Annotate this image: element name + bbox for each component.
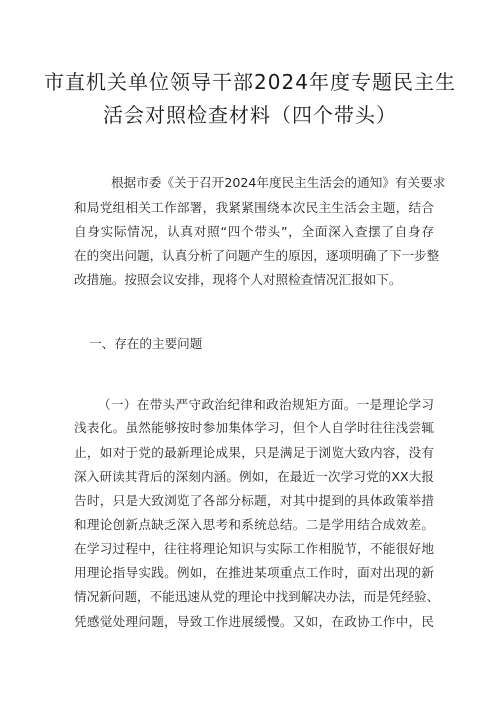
document-title-line-1: 市直机关单位领导干部2024年度专题民主生 <box>44 70 456 94</box>
document-title-line-2: 活会对照检查材料（四个带头） <box>103 103 397 127</box>
body-paragraph-line: 用理论指导实践。例如，在推进某项重点工作时，面对出现的新 <box>74 565 434 580</box>
body-paragraph-line: 浅表化。虽然能够按时参加集体学习，但个人自学时往往浅尝辄 <box>74 420 434 435</box>
body-paragraph-line: 情况新问题，不能迅速从党的理论中找到解决办法，而是凭经验、 <box>74 589 440 604</box>
body-paragraph-line: 止，如对于党的最新理论成果，只是满足于浏览大致内容，没有 <box>74 445 434 460</box>
intro-paragraph-line: 改措施。按照会议安排，现将个人对照检查情况汇报如下。 <box>74 272 402 287</box>
body-paragraph-line: 深入研读其背后的深刻内涵。例如，在最近一次学习党的XX大报 <box>74 469 434 484</box>
body-paragraph-line: 和理论创新点缺乏深入思考和系统总结。二是学用结合成效差。 <box>74 517 434 532</box>
intro-paragraph-line: 和局党组相关工作部署，我紧紧围绕本次民主生活会主题，结合 <box>74 200 434 215</box>
intro-paragraph-line: 在的突出问题，认真分析了问题产生的原因，逐项明确了下一步整 <box>74 248 440 263</box>
body-paragraph-line: （一）在带头严守政治纪律和政治规矩方面。一是理论学习 <box>98 397 434 412</box>
intro-paragraph-line: 自身实际情况，认真对照“四个带头”，全面深入查摆了自身存 <box>74 224 434 239</box>
section-heading: 一、存在的主要问题 <box>89 336 203 351</box>
body-paragraph-line: 告时，只是大致浏览了各部分标题，对其中提到的具体政策举措 <box>74 493 434 508</box>
body-paragraph-line: 凭感觉处理问题，导致工作进展缓慢。又如，在政协工作中，民 <box>74 614 434 629</box>
intro-paragraph-line: 根据市委《关于召开2024年度民主生活会的通知》有关要求 <box>111 175 446 190</box>
body-paragraph-line: 在学习过程中，往往将理论知识与实际工作相脱节，不能很好地 <box>74 541 434 556</box>
